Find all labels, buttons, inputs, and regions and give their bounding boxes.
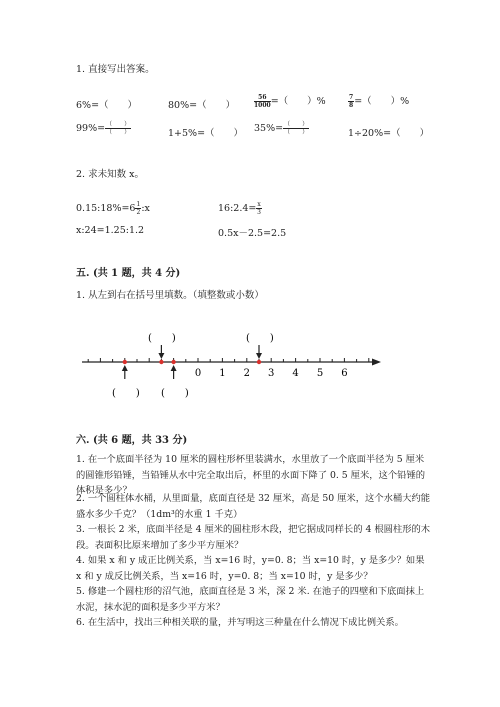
arrow-up-icon [122, 365, 128, 379]
calc-1: 6%=（ ） [76, 100, 138, 111]
top-blank-2: ( ) [246, 333, 274, 344]
section-6-q1: 1. 在一个底面半径为 10 厘米的圆柱形杯里装满水，水里放了一个底面半径为 5 厘米的圆锥形铅锤，当铅锤从水中完全取出后，杯里的水面下降了 0. 5 厘米，这个铅锤的体积是多少？ [76, 454, 426, 497]
fraction: $\frac{( )}{( )}$ [106, 121, 131, 136]
arrow-down-icon [158, 345, 164, 359]
arrow-right-icon [372, 359, 381, 366]
calc-7: 35%= $\frac{( )}{( )}$ [254, 121, 309, 136]
tick-label: 6 [341, 368, 348, 379]
fraction: $\frac{7}{8}$ [349, 94, 354, 109]
bottom-blank-2: ( ) [161, 388, 189, 399]
bottom-blank-1: ( ) [112, 388, 140, 399]
tick-label: 0 [194, 368, 202, 379]
equation-1: 0.15:18%=6 $\frac{1}{2}$ :x [76, 201, 150, 216]
calc-2: 80%=（ ） [168, 100, 236, 111]
point-marker [123, 360, 127, 364]
equation-2: 16:2.4= $\frac{x}{3}$ [218, 201, 261, 216]
section-5-heading: 五. (共 1 题，共 4 分) [76, 268, 181, 279]
equation-4: 0.5x－2.5=2.5 [218, 228, 287, 239]
tick-label: 4 [292, 368, 299, 379]
fraction: $\frac{1}{2}$ [136, 201, 141, 216]
arrow-down-icon [256, 345, 262, 359]
tick-label: 2 [243, 368, 250, 379]
q2-title: 2. 求未知数 x。 [76, 169, 144, 180]
point-marker [171, 360, 175, 364]
section-6-heading: 六. (共 6 题，共 33 分) [76, 435, 188, 446]
section-6-q2: 2. 一个圆柱体水桶，从里面量，底面直径是 32 厘米，高是 50 厘米，这个水桶大约能盛水多少千克？（1dm³的水重 1 千克） [76, 493, 431, 520]
calc-5: 99%= $\frac{( )}{( )}$ [76, 121, 131, 136]
section-6-q5: 5. 修建一个圆柱形的沼气池，底面直径是 3 米，深 2 米. 在池子的四壁和下底面抹上水泥，抹水泥的面积是多少平方米？ [76, 586, 425, 613]
section-6-q3: 3. 一根长 2 米，底面半径是 4 厘米的圆柱形木段，把它据成同样长的 4 根圆柱形的木段。表面积比原来增加了多少平方厘米？ [76, 524, 431, 551]
tick-label: 1 [219, 368, 226, 379]
tick-label: 5 [316, 368, 324, 379]
q1-title: 1. 直接写出答案。 [76, 64, 155, 75]
calc-6: 1+5%=（ ） [168, 128, 244, 139]
calc-3: $\frac{56}{1000}$ =（ ）% [254, 94, 326, 109]
equation-3: x:24=1.25:1.2 [76, 225, 145, 236]
section-6-q4: 4. 如果 x 和 y 成正比例关系，当 x=16 时，y=0. 8；当 x=10 时，y 是多少？如果 x 和 y 成反比例关系，当 x=16 时，y=0. 8；当 x=10 时，y 是多少？ [76, 555, 425, 582]
calc-4: $\frac{7}{8}$ =（ ）% [349, 94, 410, 109]
tick-label: 3 [268, 368, 275, 379]
fraction: $\frac{x}{3}$ [257, 201, 261, 216]
top-blank-1: ( ) [148, 333, 176, 344]
arrow-up-icon [171, 365, 177, 379]
point-marker [257, 360, 261, 364]
section-6-q6: 6. 在生活中，找出三种相关联的量，并写明这三种量在什么情况下成比例关系。 [76, 617, 404, 628]
calc-8: 1÷20%=（ ） [348, 128, 430, 139]
section-5-q1: 1. 从左到右在括号里填数。（填整数或小数） [76, 290, 264, 301]
point-marker [159, 360, 163, 364]
fraction: $\frac{56}{1000}$ [254, 94, 271, 109]
fraction: $\frac{( )}{( )}$ [284, 121, 309, 136]
